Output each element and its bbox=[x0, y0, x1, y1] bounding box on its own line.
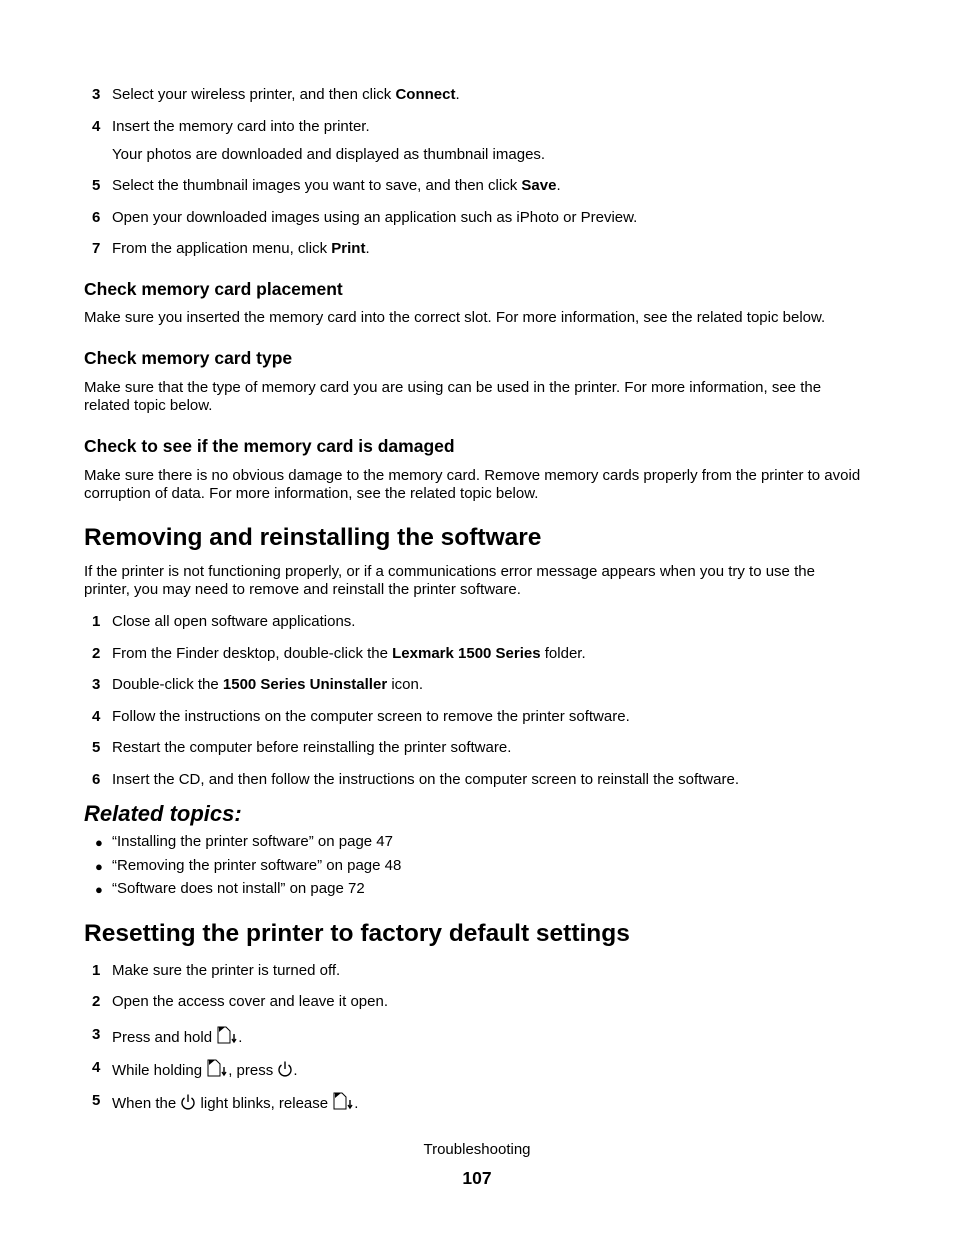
step-text: Insert the CD, and then follow the instructions on the computer screen to reinstall the software. bbox=[112, 771, 739, 788]
step-text: Open your downloaded images using an application such as iPhoto or Preview. bbox=[112, 209, 638, 226]
scan-icon bbox=[216, 1026, 238, 1048]
footer-section-name: Troubleshooting bbox=[423, 1141, 531, 1158]
section-heading: Check to see if the memory card is damaged bbox=[84, 436, 455, 456]
step-number: 3 bbox=[92, 676, 101, 693]
step-number: 1 bbox=[92, 613, 101, 630]
step-note: Your photos are downloaded and displayed as thumbnail images. bbox=[112, 146, 546, 163]
power-icon bbox=[180, 1093, 196, 1114]
bullet-icon: ● bbox=[95, 882, 103, 897]
section-body: Make sure that the type of memory card you are using can be used in the printer. For more information, see the related topic below. bbox=[84, 379, 822, 414]
step-text: From the Finder desktop, double-click the Lexmark 1500 Series folder. bbox=[112, 645, 586, 662]
step-number: 5 bbox=[92, 177, 101, 194]
step-text: Open the access cover and leave it open. bbox=[112, 993, 389, 1010]
bullet-icon: ● bbox=[95, 835, 103, 850]
step-text: Select the thumbnail images you want to save, and then click Save. bbox=[112, 177, 561, 194]
step-number: 4 bbox=[92, 1059, 101, 1076]
step-text: Follow the instructions on the computer screen to remove the printer software. bbox=[112, 708, 630, 725]
power-icon bbox=[277, 1060, 293, 1081]
step-text: Restart the computer before reinstalling the printer software. bbox=[112, 739, 512, 756]
step-number: 2 bbox=[92, 645, 101, 662]
step-number: 4 bbox=[92, 118, 101, 135]
section-intro: If the printer is not functioning properly, or if a communications error message appears when you try to use the printer, you may need to remove and reinstall the printer software. bbox=[84, 563, 815, 598]
related-topic-link[interactable]: “Installing the printer software” on page 47 bbox=[112, 833, 393, 850]
step-number: 3 bbox=[92, 1026, 101, 1043]
step-number: 1 bbox=[92, 962, 101, 979]
related-topics-heading: Related topics: bbox=[84, 801, 242, 826]
step-number: 2 bbox=[92, 993, 101, 1010]
section-body: Make sure there is no obvious damage to the memory card. Remove memory cards properly from the printer to avoid corruption of data. For more information, see the related topic below. bbox=[84, 467, 861, 502]
page-heading: Resetting the printer to factory default settings bbox=[84, 920, 630, 947]
scan-icon bbox=[332, 1092, 354, 1114]
step-text: Close all open software applications. bbox=[112, 613, 356, 630]
step-number: 5 bbox=[92, 739, 101, 756]
step-text: From the application menu, click Print. bbox=[112, 240, 370, 257]
step-text: While holding , press . bbox=[112, 1059, 298, 1081]
step-text: Make sure the printer is turned off. bbox=[112, 962, 341, 979]
step-number: 7 bbox=[92, 240, 101, 257]
page-number: 107 bbox=[462, 1168, 492, 1188]
step-number: 3 bbox=[92, 86, 101, 103]
step-number: 6 bbox=[92, 209, 101, 226]
step-number: 5 bbox=[92, 1092, 101, 1109]
bullet-icon: ● bbox=[95, 859, 103, 874]
step-text: Select your wireless printer, and then click Connect. bbox=[112, 86, 460, 103]
page-heading: Removing and reinstalling the software bbox=[84, 524, 542, 551]
step-number: 6 bbox=[92, 771, 101, 788]
step-text: Insert the memory card into the printer. bbox=[112, 118, 370, 135]
related-topic-link[interactable]: “Removing the printer software” on page 48 bbox=[112, 857, 402, 874]
step-text: Press and hold . bbox=[112, 1026, 242, 1048]
step-text: When the light blinks, release . bbox=[112, 1092, 358, 1114]
step-text: Double-click the 1500 Series Uninstaller icon. bbox=[112, 676, 424, 693]
related-topic-link[interactable]: “Software does not install” on page 72 bbox=[112, 880, 365, 897]
section-heading: Check memory card type bbox=[84, 348, 293, 368]
section-body: Make sure you inserted the memory card into the correct slot. For more information, see the related topic below. bbox=[84, 309, 826, 326]
scan-icon bbox=[206, 1059, 228, 1081]
step-number: 4 bbox=[92, 708, 101, 725]
section-heading: Check memory card placement bbox=[84, 279, 343, 299]
